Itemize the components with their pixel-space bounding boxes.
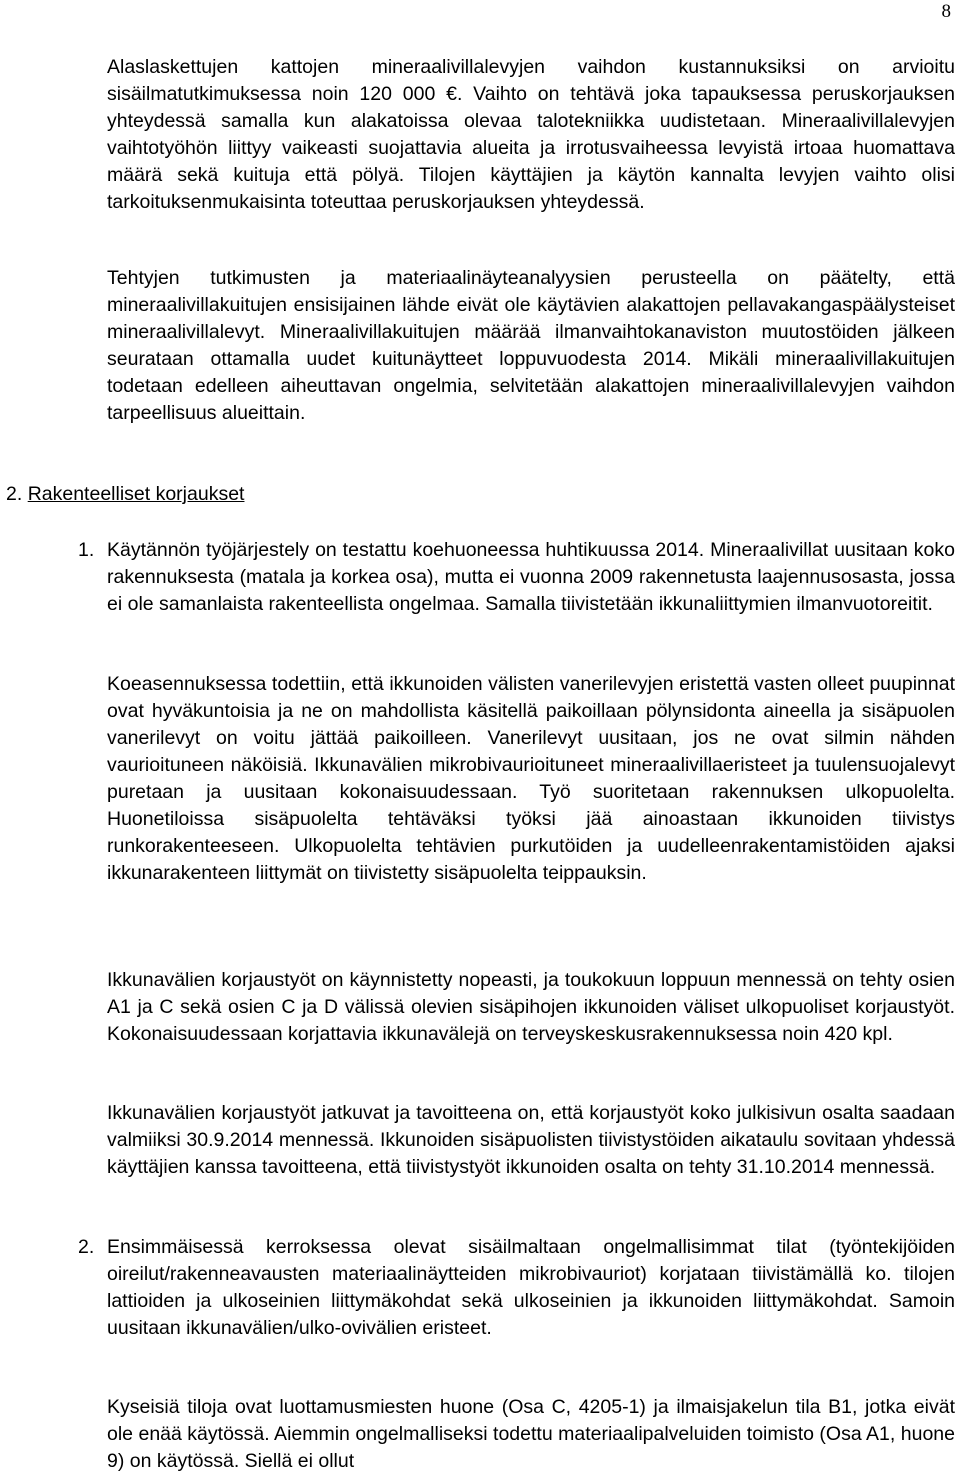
item1-paragraph-window-repairs: Ikkunavälien korjaustyöt on käynnistetty nopeasti, ja toukokuun loppuun mennessä on tehty osien A1 ja C sekä osien C ja D välissä olevien sisäpihojen ikkunoiden väliset ulkopuoliset korjaustyöt. Kokonaisuudessaan korjattavia ikkunavälejä on terveyskeskusrakennuksessa noin 420 kpl. bbox=[107, 969, 955, 1045]
item-text: Käytännön työjärjestely on testattu koehuoneessa huhtikuussa 2014. Mineraalivillat uusitaan koko rakennuksesta (matala ja korkea osa), mutta ei vuonna 2009 rakennetusta laajennusosasta, jossa ei ole samanlaista rakenteellista ongelmaa. Samalla tiivistetään ikkunaliittymien ilmanvuotoreitit. bbox=[107, 539, 955, 615]
item-number: 2. bbox=[78, 1236, 95, 1258]
item1-paragraph-test-install: Koeasennuksessa todettiin, että ikkunoiden välisten vanerilevyjen eristettä vasten olleet puupinnat ovat hyväkuntoisia ja ne on mahdollista käsitellä paikoillaan pölynsidonta aineella ja sisäpuolen vanerilevyt on voitu jättää paikoilleen. Vanerilevyt uusitaan, jos ne ovat silmin nähden vaurioituneen näköisiä. Ikkunavälien mikrobivaurioituneet mineraalivillaeristeet ja tuulensuojalevyt puretaan ja uusitaan kokonaisuudessaan. Työ suoritetaan rakennuksen ulkopuolelta. Huonetiloissa sisäpuolelta tehtäväksi työksi jää ainoastaan ikkunoiden tiivistys runkorakenteeseen. Ulkopuolelta tehtävien purkutöiden ja uudelleenrakentamistöiden ajaksi ikkunarakenteen liittymät on tiivistetty sisäpuolelta teippauksin. bbox=[107, 673, 955, 884]
numbered-item-1 bbox=[78, 537, 955, 618]
section-title: Rakenteelliset korjaukset bbox=[27, 483, 245, 505]
numbered-item-2 bbox=[78, 1234, 955, 1342]
item2-paragraph-rooms: Kyseisiä tiloja ovat luottamusmiesten huone (Osa C, 4205-1) ja ilmaisjakelun tila B1, jotka eivät ole enää käytössä. Aiemmin ongelmalliseksi todettu materiaalipalveluiden toimisto (Osa A1, huone 9) on käytössä. Siellä ei ollut bbox=[107, 1396, 955, 1472]
section-number: 2. bbox=[6, 483, 23, 505]
intro-paragraph-cost: Alaslaskettujen kattojen mineraalivillalevyjen vaihdon kustannuksiksi on arvioitu sisäilmatutkimuksessa noin 120 000 €. Vaihto on tehtävä joka tapauksessa peruskorjauksen yhteydessä samalla kun alakatoissa olevaa talotekniikka uudistetaan. Mineraalivillalevyjen vaihtotyöhön liittyy vaikeasti suojattavia alueita ja irrotusvaiheessa levyistä irtoaa huomattava määrä sekä kuituja että pölyä. Tilojen käyttäjien ja käytön kannalta levyjen vaihto olisi tarkoituksenmukaisinta toteuttaa peruskorjauksen yhteydessä. bbox=[107, 56, 955, 213]
page-number: 8 bbox=[941, 1, 951, 22]
section-heading bbox=[6, 481, 244, 508]
item-number: 1. bbox=[78, 539, 95, 561]
item-text: Ensimmäisessä kerroksessa olevat sisäilmaltaan ongelmallisimmat tilat (työntekijöiden oireilut/rakenneavausten materiaalinäytteiden mikrobivauriot) korjataan tiivistämällä ko. tilojen lattioiden ja ulkoseinien liittymäkohdat sekä ulkoseinien ja ikkunoiden liittymäkohdat. Samoin uusitaan ikkunavälien/ulko-ovivälien eristeet. bbox=[107, 1236, 955, 1339]
intro-paragraph-fibers: Tehtyjen tutkimusten ja materiaalinäyteanalyysien perusteella on päätelty, että mineraalivillakuitujen ensisijainen lähde eivät ole käytävien alakattojen pellavakangaspäälysteiset mineraalivillalevyt. Mineraalivillakuitujen määrää ilmanvaihtokanaviston muutostöiden jälkeen seurataan ottamalla uudet kuitunäytteet loppuvuodesta 2014. Mikäli mineraalivillakuitujen todetaan edelleen aiheuttavan ongelmia, selvitetään alakattojen mineraalivillalevyjen vaihdon tarpeellisuus alueittain. bbox=[107, 267, 955, 424]
item1-paragraph-schedule: Ikkunavälien korjaustyöt jatkuvat ja tavoitteena on, että korjaustyöt koko julkisivun osalta saadaan valmiiksi 30.9.2014 mennessä. Ikkunoiden sisäpuolisten tiivistystöiden aikataulu sovitaan yhdessä käyttäjien kanssa tavoitteena, että tiivistystyöt ikkunoiden osalta on tehty 31.10.2014 mennessä. bbox=[107, 1102, 955, 1178]
